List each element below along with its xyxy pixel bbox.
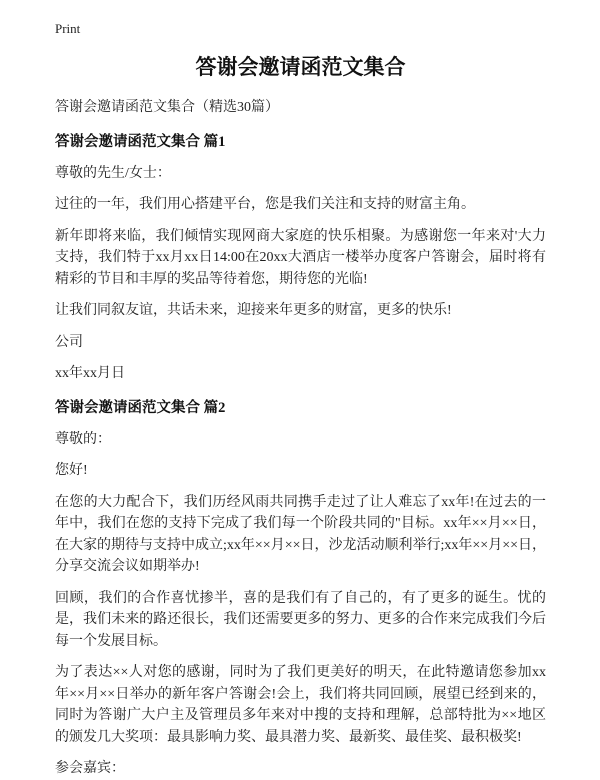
- paragraph: 过往的一年，我们用心搭建平台，您是我们关注和支持的财富主角。: [55, 197, 475, 212]
- paragraph: 让我们同叙友谊，共话未来，迎接来年更多的财富，更多的快乐!: [55, 303, 452, 318]
- page-title: 答谢会邀请函范文集合: [195, 55, 406, 79]
- paragraph-greeting: 您好!: [55, 463, 88, 478]
- paragraph-signature-company: 公司: [55, 334, 83, 350]
- section-2-heading: 答谢会邀请函范文集合 篇2: [55, 399, 226, 416]
- paragraph-signature-date: xx年xx月日: [55, 366, 125, 381]
- document-subtitle: 答谢会邀请函范文集合（精选30篇）: [55, 100, 279, 115]
- paragraph-salutation: 尊敬的：: [55, 431, 111, 447]
- section-1-heading: 答谢会邀请函范文集合 篇1: [55, 133, 226, 150]
- paragraph: 为了表达××人对您的感谢，同时为了我们更美好的明天，在此特邀请您参加xx年××月××日举办的新年客户答谢会!会上，我们将共同回顾，展望已经到来的，同时为答谢广大户主及管理员多年来对中搜的支持和理解，总部特批为××地区的颁发几大奖项：最具影响力奖、最具潜力奖、最新奖、最佳奖、最积极奖!: [55, 665, 546, 745]
- print-link[interactable]: Print: [55, 21, 81, 36]
- paragraph: 新年即将来临，我们倾情实现网商大家庭的快乐相聚。为感谢您一年来对'大力支持，我们特于xx月xx日14:00在20xx大酒店一楼举办度客户答谢会，届时将有精彩的节目和丰厚的奖品等待着您，期待您的光临!: [55, 228, 546, 287]
- paragraph-salutation: 尊敬的先生/女士：: [55, 165, 171, 181]
- paragraph-guests-label: 参会嘉宾：: [55, 761, 125, 776]
- paragraph: 在您的大力配合下，我们历经风雨共同携手走过了让人难忘了xx年!在过去的一年中，我们在您的支持下完成了我们每一个阶段共同的"目标。xx年××月××日，在大家的期待与支持中成立;xx年××月××日，沙龙活动顺利举行;xx年××月××日，分享交流会议如期举办!: [55, 494, 546, 574]
- paragraph: 回顾，我们的合作喜忧掺半，喜的是我们有了自己的，有了更多的诞生。忧的是，我们未来的路还很长，我们还需要更多的努力、更多的合作来完成我们今后每一个发展目标。: [55, 590, 546, 649]
